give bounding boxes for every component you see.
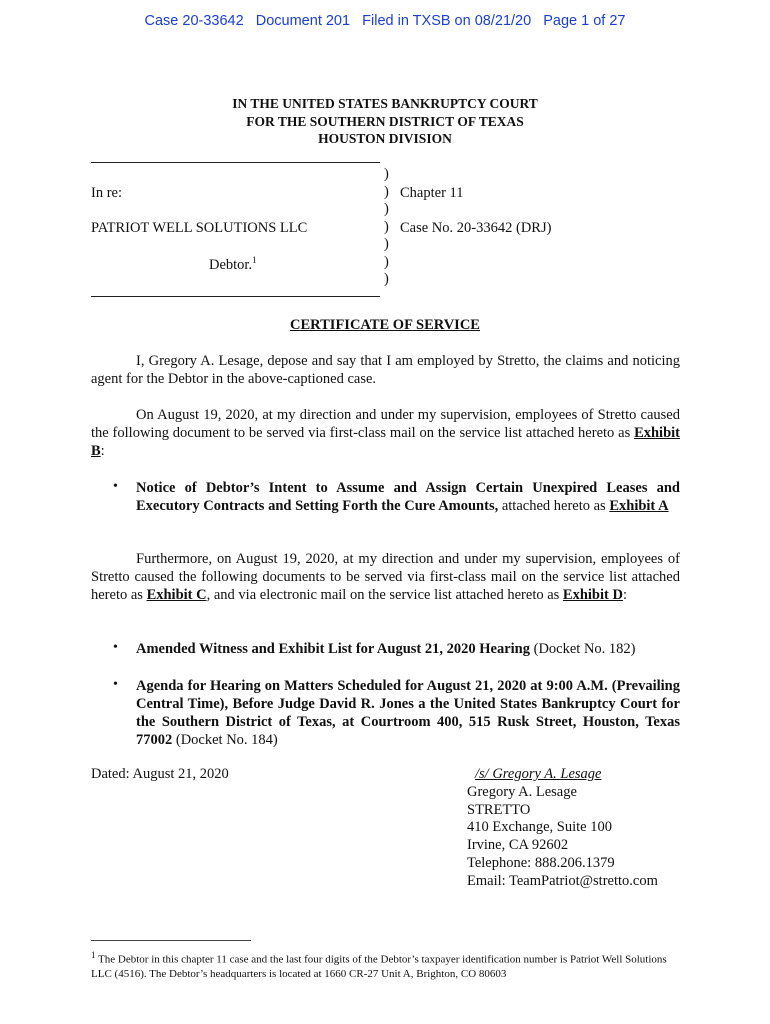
exhibit-d-ref: Exhibit D <box>562 587 623 603</box>
dated-line: Dated: August 21, 2020 <box>91 766 229 782</box>
paragraph-2: On August 19, 2020, at my direction and under my supervision, employees of Stretto caused the following document to be served via first-class mail on the service list attached hereto as Exhibit B: <box>91 407 680 459</box>
signer-name: Gregory A. Lesage <box>467 783 577 800</box>
bullet-item-1: Notice of Debtor’s Intent to Assume and Assign Certain Unexpired Leases and Executory Contracts and Setting Forth the Cure Amounts, attached hereto as Exhibit A <box>136 480 680 514</box>
court-heading-line-3: HOUSTON DIVISION <box>318 131 452 146</box>
exhibit-b-ref: Exhibit B <box>91 425 680 459</box>
bullet-glyph: • <box>113 677 118 692</box>
paragraph-3: Furthermore, on August 19, 2020, at my direction and under my supervision, employees of Stretto caused the following documents to be served via first-class mail on the service list attached hereto as Exhibit C, and via electronic mail on the service list attached hereto as Exhibit D: <box>91 551 680 603</box>
signer-company: STRETTO <box>467 801 531 818</box>
footnote: $^1$ The Debtor in this chapter 11 case and the last four digits of the Debtor’s taxpayer identification number is Patriot Well Solutions LLC (4516). The Debtor’s headquarters is located at 1660 CR-27 Unit A, Brighton, CO 80603 <box>91 950 667 980</box>
caption-top-rule <box>91 162 380 163</box>
footnote-ref: 1 <box>252 255 257 265</box>
caption-bottom-rule <box>91 296 380 297</box>
footnote-rule <box>91 940 251 941</box>
in-re-label: In re: <box>91 185 122 201</box>
exhibit-c-ref: Exhibit C <box>146 587 207 603</box>
bullet-glyph: • <box>113 479 118 494</box>
case-number: Case No. 20-33642 (DRJ) <box>400 220 552 236</box>
paragraph-1: I, Gregory A. Lesage, depose and say that I am employed by Stretto, the claims and noticing agent for the Debtor in the above-captioned case. <box>91 353 680 387</box>
footnote-mark: 1 <box>91 950 96 960</box>
bullet-glyph: • <box>113 640 118 655</box>
bullet-item-2: Amended Witness and Exhibit List for August 21, 2020 Hearing (Docket No. 182) <box>136 641 636 657</box>
signature-block <box>467 766 658 891</box>
court-heading-line-1: IN THE UNITED STATES BANKRUPTCY COURT <box>232 96 538 111</box>
signature-line: /s/ Gregory A. Lesage <box>475 766 602 782</box>
signer-phone: Telephone: 888.206.1379 <box>467 854 615 871</box>
document-title: CERTIFICATE OF SERVICE <box>290 317 480 333</box>
chapter-label: Chapter 11 <box>400 185 464 201</box>
signer-email: Email: TeamPatriot@stretto.com <box>467 872 658 889</box>
debtor-label: Debtor.$^1$ <box>209 255 257 273</box>
court-heading-line-2: FOR THE SOUTHERN DISTRICT OF TEXAS <box>246 113 524 129</box>
exhibit-a-ref: Exhibit A <box>609 498 669 514</box>
bullet-item-3: Agenda for Hearing on Matters Scheduled for August 21, 2020 at 9:00 A.M. (Prevailing Central Time), Before Judge David R. Jones a the United States Bankruptcy Court for the Southern District of Texas, at Courtroom 400, 515 Rusk Street, Houston, Texas 77002 (Docket No. 184) <box>136 678 680 748</box>
debtor-name: PATRIOT WELL SOLUTIONS LLC <box>91 220 308 236</box>
court-filing-stamp: Case 20-33642 Document 201 Filed in TXSB on 08/21/20 Page 1 of 27 <box>144 13 626 29</box>
court-heading <box>0 95 770 148</box>
caption-parentheses: ) ) ) ) ) ) ) <box>384 166 389 287</box>
signer-address-1: 410 Exchange, Suite 100 <box>467 819 612 836</box>
signer-address-2: Irvine, CA 92602 <box>467 837 569 854</box>
